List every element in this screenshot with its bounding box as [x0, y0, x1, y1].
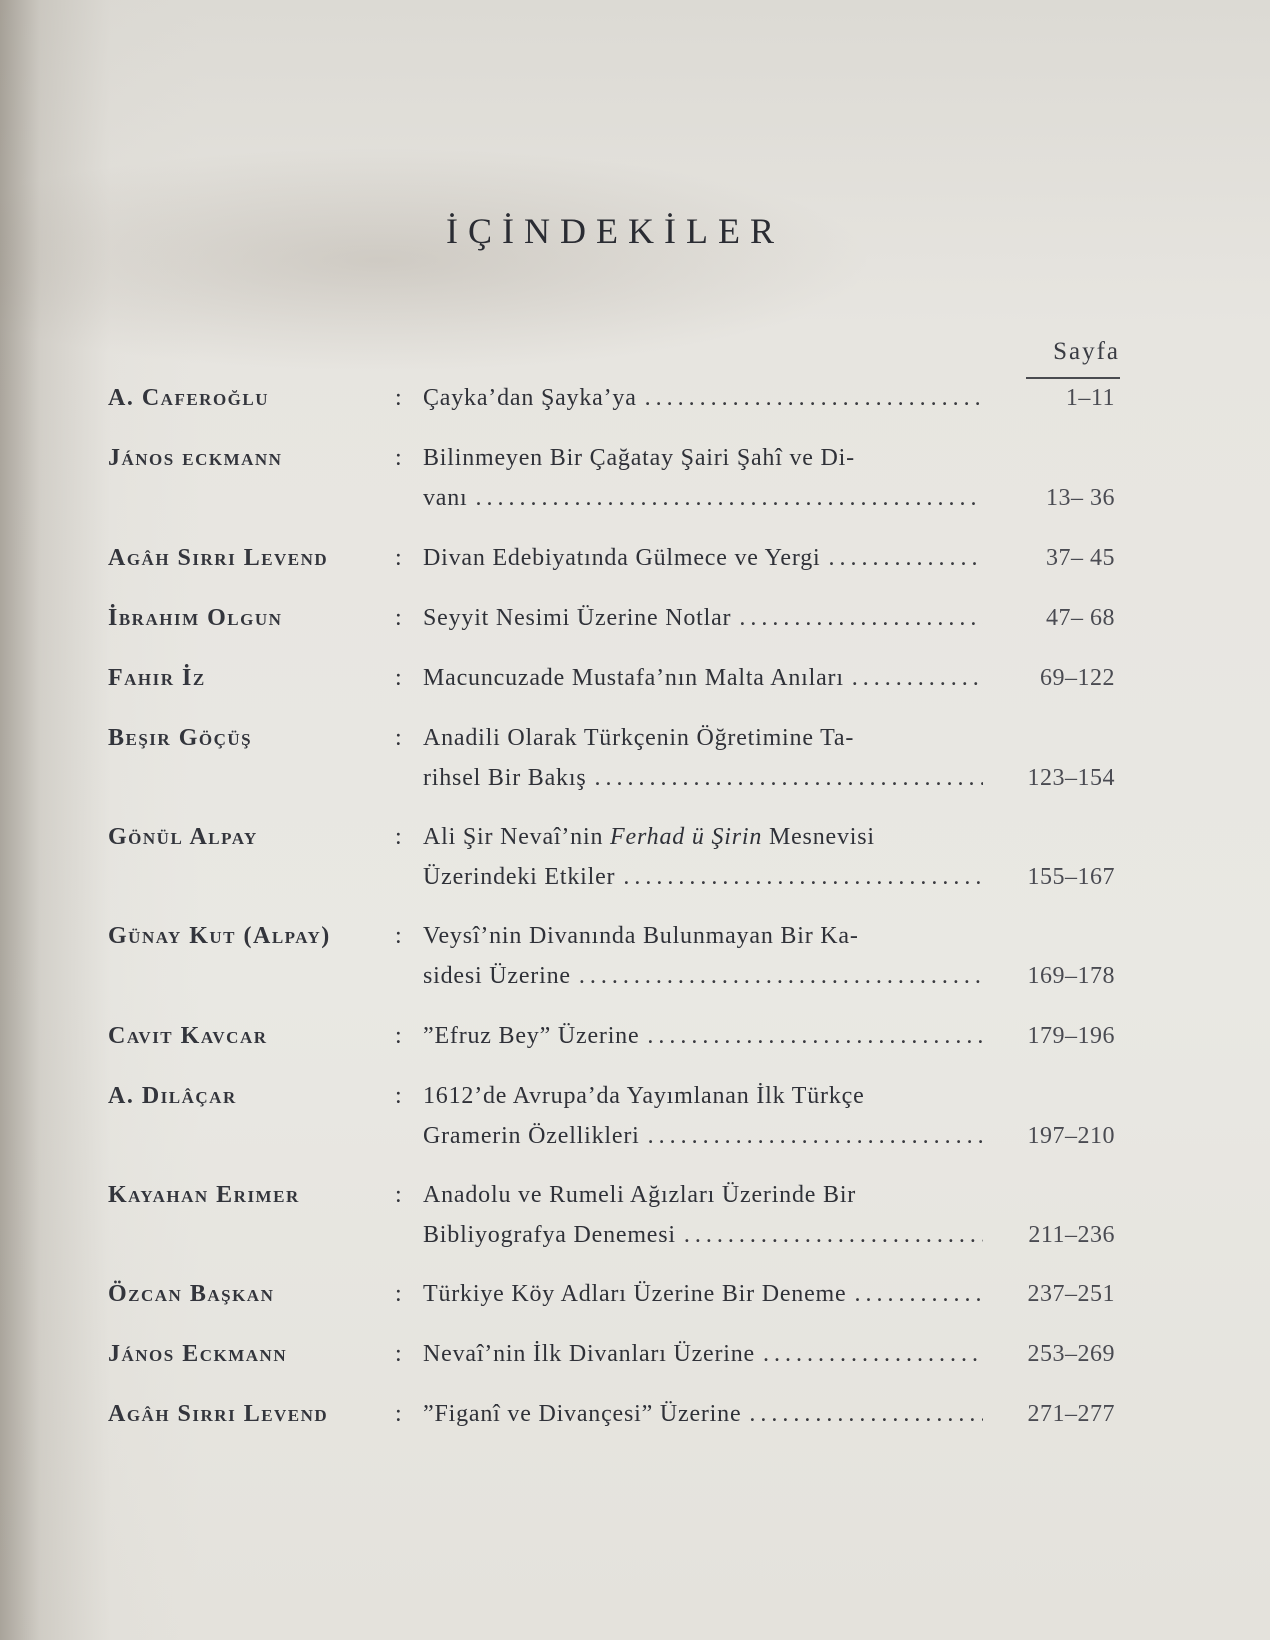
entry-title-text: ”Figanî ve Divançesi” Üzerine	[423, 1401, 742, 1427]
entry-title-line	[423, 1182, 983, 1209]
entry-title-text: vanı	[423, 485, 468, 511]
entry-author: Agâh Sırrı Levend	[108, 1401, 329, 1427]
entry-author: A. Dilâçar	[108, 1083, 237, 1109]
entry-title-text: 1612’de Avrupa’da Yayımlanan İlk Türkçe	[423, 1083, 865, 1109]
dot-leader	[637, 385, 983, 412]
entry-separator: :	[395, 605, 402, 631]
entry-title-line	[423, 545, 983, 572]
entry-separator: :	[395, 545, 402, 571]
entry-pages: 253–269	[1027, 1341, 1115, 1367]
dot-leader	[846, 1281, 983, 1308]
dot-leader	[586, 765, 983, 792]
entry-author: Beşir Göçüş	[108, 725, 253, 751]
entry-author: Günay Kut (Alpay)	[108, 923, 331, 949]
entry-author: Kayahan Erimer	[108, 1182, 300, 1208]
entry-title-line	[423, 923, 983, 950]
entry-title-line	[423, 1123, 983, 1150]
entry-pages: 13– 36	[1046, 485, 1115, 511]
entry-separator: :	[395, 1023, 402, 1049]
entry-separator: :	[395, 1083, 402, 1109]
entry-title-text: Gramerin Özellikleri	[423, 1123, 640, 1149]
entry-author: Fahir İz	[108, 665, 206, 691]
entry-title-line	[423, 665, 983, 692]
entry-author: János Eckmann	[108, 1341, 288, 1367]
dot-leader	[640, 1123, 983, 1150]
dot-leader	[844, 665, 983, 692]
entry-title-text: Anadolu ve Rumeli Ağızları Üzerinde Bir	[423, 1182, 857, 1208]
entry-author: Özcan Başkan	[108, 1281, 275, 1307]
entry-separator: :	[395, 1401, 402, 1427]
entry-separator: :	[395, 1341, 402, 1367]
entry-author: Gönül Alpay	[108, 824, 258, 850]
entry-author: İbrahim Olgun	[108, 605, 283, 631]
entry-title-text: Ali Şir Nevaî’nin Ferhad ü Şirin Mesnevisi	[423, 824, 875, 850]
entry-title-line	[423, 765, 983, 792]
entry-pages: 123–154	[1027, 765, 1115, 791]
dot-leader	[571, 963, 983, 990]
entry-title-line	[423, 1341, 983, 1368]
entry-pages: 69–122	[1040, 665, 1115, 691]
entry-author: János eckmann	[108, 445, 283, 471]
entry-pages: 197–210	[1027, 1123, 1115, 1149]
entry-title-line	[423, 1222, 983, 1249]
dot-leader	[639, 1023, 983, 1050]
entry-author: Cavit Kavcar	[108, 1023, 268, 1049]
entry-title-line	[423, 1401, 983, 1428]
dot-leader	[755, 1341, 983, 1368]
entry-title-line	[423, 1083, 983, 1110]
entry-separator: :	[395, 725, 402, 751]
entry-title-text: Seyyit Nesimi Üzerine Notlar	[423, 605, 732, 631]
entry-title-line	[423, 864, 983, 891]
entry-title-text: sidesi Üzerine	[423, 963, 571, 989]
entry-title-text: rihsel Bir Bakış	[423, 765, 587, 791]
entry-separator: :	[395, 824, 402, 850]
entry-title-text: Bilinmeyen Bir Çağatay Şairi Şahî ve Di-	[423, 445, 855, 471]
entry-title-line	[423, 963, 983, 990]
entry-separator: :	[395, 1182, 402, 1208]
entry-title-text: Macuncuzade Mustafa’nın Malta Anıları	[423, 665, 844, 691]
page-column-label: Sayfa	[1053, 338, 1120, 365]
entry-title-text: Çayka’dan Şayka’ya	[423, 385, 637, 411]
entry-title-line	[423, 485, 983, 512]
entry-separator: :	[395, 385, 402, 411]
entry-title-text: Anadili Olarak Türkçenin Öğretimine Ta-	[423, 725, 855, 751]
entry-pages: 1–11	[1065, 385, 1115, 411]
entry-title-line	[423, 725, 983, 752]
entry-title-text: Türkiye Köy Adları Üzerine Bir Deneme	[423, 1281, 847, 1307]
entry-title-text: Divan Edebiyatında Gülmece ve Yergi	[423, 545, 821, 571]
entry-author: Agâh Sırrı Levend	[108, 545, 329, 571]
entry-pages: 211–236	[1028, 1222, 1115, 1248]
dot-leader	[731, 605, 983, 632]
entry-separator: :	[395, 1281, 402, 1307]
entry-title-text: Veysî’nin Divanında Bulunmayan Bir Ka-	[423, 923, 859, 949]
entry-pages: 237–251	[1027, 1281, 1115, 1307]
entry-separator: :	[395, 665, 402, 691]
entry-title-text: ”Efruz Bey” Üzerine	[423, 1023, 640, 1049]
entry-pages: 37– 45	[1046, 545, 1115, 571]
entry-title-line	[423, 445, 983, 472]
work-title-italic: Ferhad ü Şirin	[610, 824, 763, 850]
entry-pages: 155–167	[1027, 864, 1115, 890]
entry-title-text: Nevaî’nin İlk Divanları Üzerine	[423, 1341, 756, 1367]
entry-author: A. Caferoğlu	[108, 385, 270, 411]
entry-separator: :	[395, 445, 402, 471]
entry-separator: :	[395, 923, 402, 949]
entry-title-line	[423, 824, 983, 851]
entry-title-text: Üzerindeki Etkiler	[423, 864, 616, 890]
dot-leader	[820, 545, 983, 572]
entry-title-line	[423, 1023, 983, 1050]
dot-leader	[676, 1222, 983, 1249]
dot-leader	[741, 1401, 983, 1428]
entry-pages: 179–196	[1027, 1023, 1115, 1049]
page-title: İÇİNDEKİLER	[446, 211, 784, 251]
entry-title-line	[423, 605, 983, 632]
entry-pages: 271–277	[1027, 1401, 1115, 1427]
entry-title-line	[423, 385, 983, 412]
dot-leader	[615, 864, 983, 891]
entry-title-line	[423, 1281, 983, 1308]
entry-pages: 169–178	[1027, 963, 1115, 989]
page-column-rule	[1026, 377, 1120, 379]
entry-title-text: Bibliyografya Denemesi	[423, 1222, 676, 1248]
dot-leader	[468, 485, 983, 512]
entry-pages: 47– 68	[1046, 605, 1115, 631]
